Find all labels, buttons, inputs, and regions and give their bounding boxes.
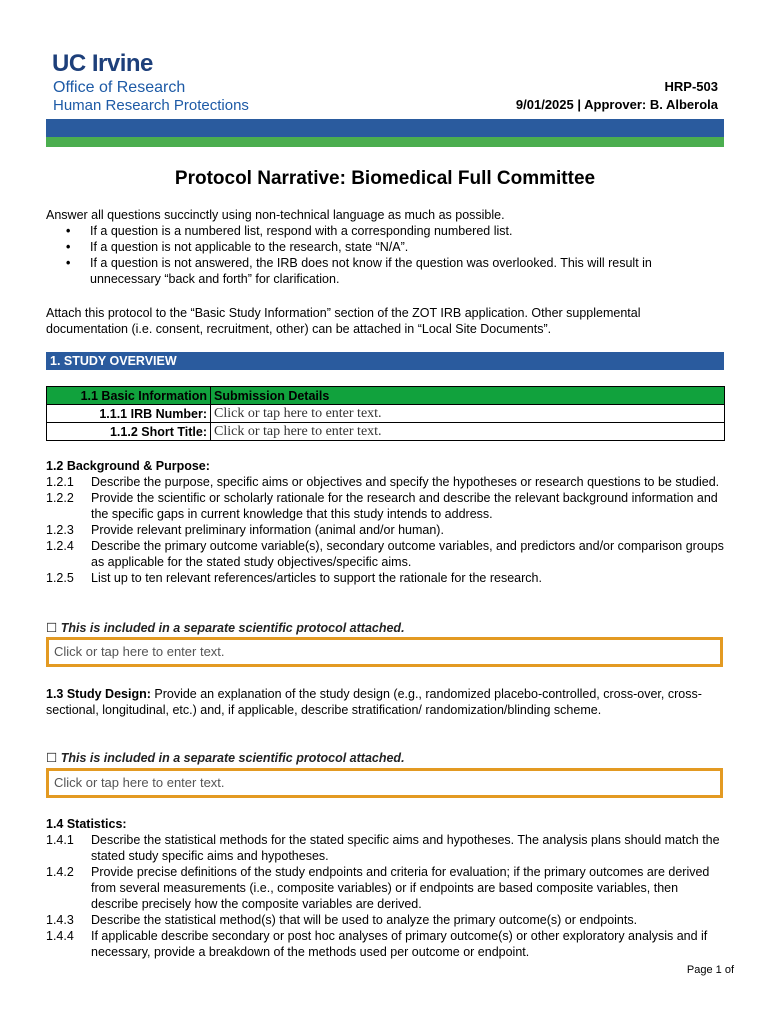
statistics-section: [46, 817, 726, 960]
logo-office-line: Office of Research: [53, 79, 186, 96]
background-section: [46, 458, 726, 586]
item-text: Provide precise definitions of the study endpoints and criteria for evaluation; if the primary outcomes are derived from several measurements (i.e., composite variables) or if endpoints are based composite variables, then describe precisely how the composite variables are derived.: [91, 865, 710, 911]
list-item: [46, 912, 726, 928]
list-item: [46, 864, 726, 912]
logo-hrp-line: Human Research Protections: [53, 97, 249, 114]
item-text: Describe the purpose, specific aims or objectives and specify the hypotheses or research questions to be studied.: [91, 475, 720, 489]
document-approval: 9/01/2025 | Approver: B. Alberola: [515, 97, 718, 112]
list-item: [46, 570, 726, 586]
checkbox-icon[interactable]: ☐: [46, 621, 58, 635]
list-item: [46, 928, 726, 960]
checkbox-icon[interactable]: ☐: [46, 751, 58, 765]
table-header-label: 1.1 Basic Information: [47, 387, 211, 405]
uci-logo: UC Irvine: [52, 50, 153, 77]
item-number: 1.2.3: [46, 523, 74, 537]
list-item: [46, 522, 726, 538]
study-design-text-entry[interactable]: Click or tap here to enter text.: [46, 768, 723, 798]
statistics-list: [46, 832, 726, 960]
irb-number-field[interactable]: Click or tap here to enter text.: [211, 405, 725, 423]
item-number: 1.2.1: [46, 475, 74, 489]
background-list: [46, 474, 726, 586]
separate-protocol-note: [46, 750, 405, 765]
header-green-band: [46, 137, 724, 147]
irb-number-label: 1.1.1 IRB Number:: [47, 405, 211, 423]
document-code: HRP-503: [664, 79, 718, 94]
table-header-value: Submission Details: [211, 387, 725, 405]
background-text-entry[interactable]: Click or tap here to enter text.: [46, 637, 723, 667]
short-title-field[interactable]: Click or tap here to enter text.: [211, 423, 725, 441]
document-title: Protocol Narrative: Biomedical Full Committee: [174, 168, 596, 189]
item-number: 1.4.4: [46, 929, 74, 943]
separate-protocol-text: This is included in a separate scientific protocol attached.: [60, 621, 405, 635]
item-number: 1.4.3: [46, 913, 74, 927]
item-text: If applicable describe secondary or post hoc analyses of primary outcome(s) or other exploratory analysis and if necessary, provide a breakdown of the methods used per outcome or endpoint.: [91, 929, 708, 959]
list-item: [46, 490, 726, 522]
item-number: 1.4.1: [46, 833, 74, 847]
statistics-heading: 1.4 Statistics:: [46, 817, 127, 831]
page-number: Page 1 of: [686, 964, 734, 976]
instruction-list: [60, 223, 720, 287]
list-item: [46, 538, 726, 570]
item-text: Describe the primary outcome variable(s), secondary outcome variables, and predictors and/or comparison groups as applicable for the stated study objectives/specific aims.: [91, 539, 724, 569]
list-item: [46, 474, 726, 490]
document-id: [516, 78, 718, 114]
instruction-item: • If a question is a numbered list, respond with a corresponding numbered list.: [60, 223, 720, 239]
separate-protocol-text: This is included in a separate scientific protocol attached.: [60, 751, 405, 765]
table-row: [47, 405, 725, 423]
instruction-item: • If a question is not applicable to the research, state “N/A”.: [60, 239, 720, 255]
short-title-label: 1.1.2 Short Title:: [47, 423, 211, 441]
separate-protocol-note: [46, 620, 405, 635]
study-design-heading: 1.3 Study Design:: [46, 687, 151, 701]
study-design-section: [46, 686, 716, 718]
item-number: 1.2.4: [46, 539, 74, 553]
item-number: 1.4.2: [46, 865, 74, 879]
study-design-text: Provide an explanation of the study design (e.g., randomized placebo-controlled, cross-over, cross-sectional, longitudinal, etc.) and, if applicable, describe stratification/ randomization/blinding scheme.: [46, 687, 702, 717]
background-heading: 1.2 Background & Purpose:: [46, 459, 210, 473]
section-heading-study-overview: 1. STUDY OVERVIEW: [46, 352, 724, 370]
item-text: List up to ten relevant references/articles to support the rationale for the research.: [91, 571, 542, 585]
item-number: 1.2.2: [46, 491, 74, 505]
item-text: Provide relevant preliminary information (animal and/or human).: [91, 523, 444, 537]
item-text: Describe the statistical methods for the stated specific aims and hypotheses. The analysis plans should match the stated study specific aims and hypotheses.: [91, 833, 720, 863]
intro-text: Answer all questions succinctly using non-technical language as much as possible.: [46, 208, 505, 222]
item-text: Provide the scientific or scholarly rationale for the research and describe the relevant background information and the specific gaps in current knowledge that this study intends to address.: [91, 491, 718, 521]
instruction-item: • If a question is not answered, the IRB does not know if the question was overlooked. This will result in unnecessary “back and forth” for clarification.: [60, 255, 720, 287]
header-blue-band: [46, 119, 724, 137]
table-row: [47, 423, 725, 441]
table-header-row: [47, 387, 725, 405]
list-item: [46, 832, 726, 864]
item-number: 1.2.5: [46, 571, 74, 585]
basic-info-table: [46, 386, 725, 441]
item-text: Describe the statistical method(s) that will be used to analyze the primary outcome(s) or endpoints.: [91, 913, 638, 927]
attach-note: Attach this protocol to the “Basic Study Information” section of the ZOT IRB application. Other supplemental documentation (i.e. consent, recruitment, other) can be attached in “Local Site Documents”.: [46, 306, 641, 336]
